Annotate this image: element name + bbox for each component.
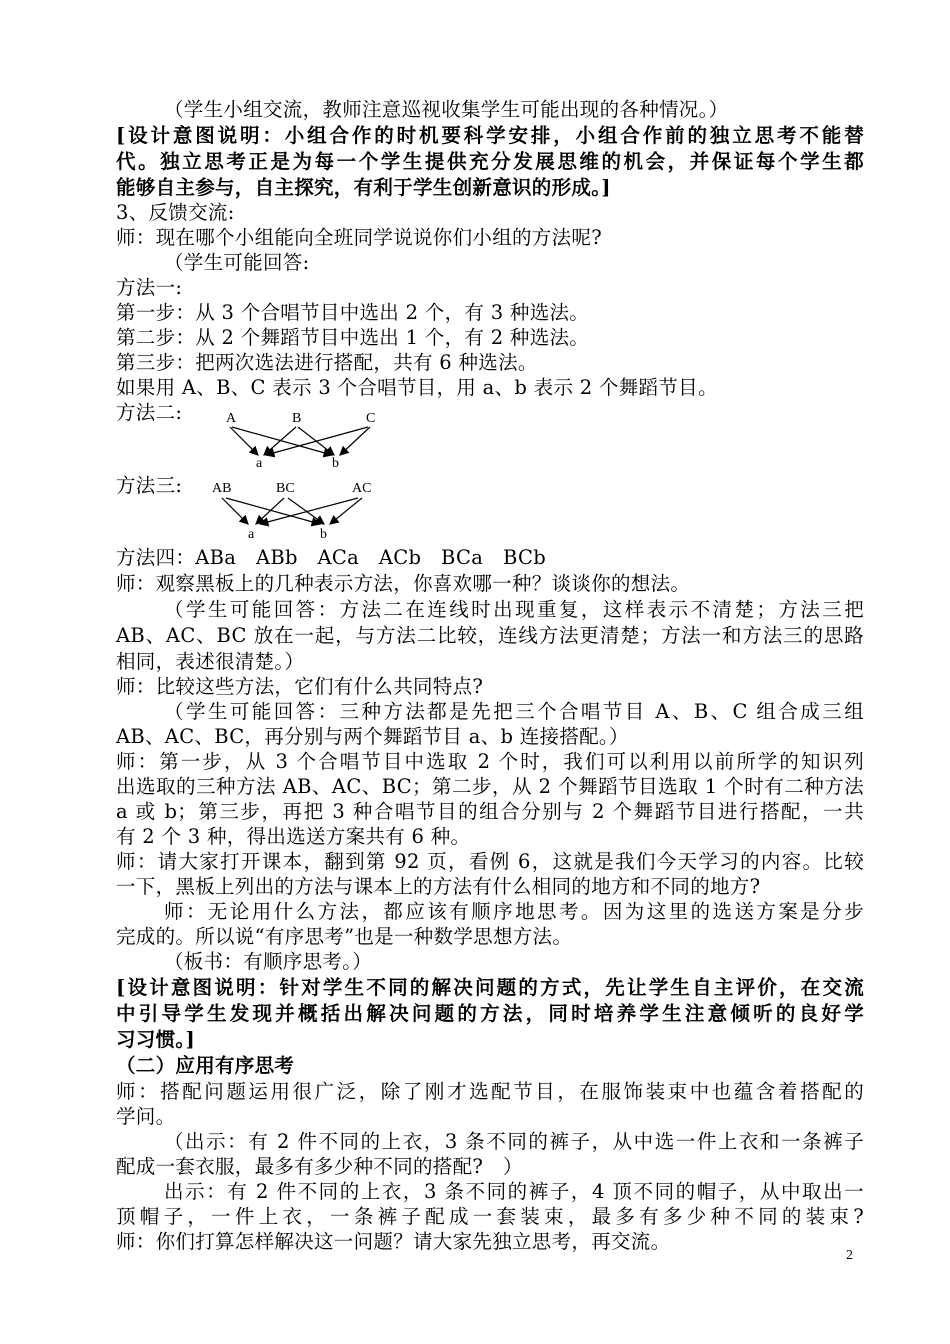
paragraph-line: 配成一套衣服，最多有多少种不同的搭配? ） [116,1155,523,1178]
paragraph-line: 一下，黑板上列出的方法与课本上的方法有什么相同的地方和不同的地方? [116,875,761,898]
paragraph-line: 第一步：从 3 个合唱节目中选出 2 个，有 3 种选法。 [116,301,590,324]
paragraph-line: 师：无论用什么方法，都应该有顺序地思考。因为这里的选送方案是分步 [164,900,864,923]
paragraph-line: 师：你们打算怎样解决这一问题？请大家先独立思考，再交流。 [116,1230,671,1253]
node-AC: AC [352,481,372,496]
node-a: a [248,527,255,542]
node-C: C [366,411,376,426]
paragraph-line: 出示：有 2 件不同的上衣，3 条不同的裤子，4 顶不同的帽子，从中取出一 [164,1180,864,1203]
page-number: 2 [846,1248,853,1263]
method-two-diagram [200,405,400,475]
design-intent-line: 能够自主参与，自主探究，有利于学生创新意识的形成。] [116,176,611,199]
arrow-AC-b [330,498,362,524]
paragraph-line: 第二步：从 2 个舞蹈节目中选出 1 个，有 2 种选法。 [116,326,590,349]
paragraph-line: （学生小组交流，教师注意巡视收集学生可能出现的各种情况。） [164,98,729,121]
node-a: a [256,456,263,471]
method-label: 方法一: [116,276,183,299]
node-A: A [226,411,237,426]
paragraph-line: 有 2 个 3 种，得出选送方案共有 6 种。 [116,825,471,848]
paragraph-line: 师：搭配问题运用很广泛，除了刚才选配节目，在服饰装束中也蕴含着搭配的 [116,1080,864,1103]
paragraph-line: 如果用 A、B、C 表示 3 个合唱节目，用 a、b 表示 2 个舞蹈节目。 [116,376,718,399]
paragraph-line: 师：观察黑板上的几种表示方法，你喜欢哪一种？谈谈你的想法。 [116,572,691,595]
paragraph-line: 第三步：把两次选法进行搭配，共有 6 种选法。 [116,351,538,374]
paragraph-line: （学生可能回答：方法二在连线时出现重复，这样表示不清楚；方法三把 [164,598,864,621]
arrow-AB-a [222,498,248,524]
paragraph-line: AB、AC、BC 放在一起，与方法二比较，连线方法更清楚；方法一和方法三的思路 [116,624,864,647]
paragraph-line: 出选取的三种方法 AB、AC、BC；第二步，从 2 个舞蹈节目选取 1 个时有二种方法 [116,775,864,798]
node-b: b [332,456,339,471]
paragraph-line: 师：请大家打开课本，翻到第 92 页，看例 6，这就是我们今天学习的内容。比较 [116,850,864,873]
section-heading: 3、反馈交流: [116,201,235,224]
arrow-A-a [230,427,258,455]
method-three-diagram [200,478,400,544]
paragraph-line: 师：第一步，从 3 个合唱节目中选取 2 个时，我们可以利用以前所学的知识列 [116,750,864,773]
design-intent-line: 代。独立思考正是为每一个学生提供充分发展思维的机会，并保证每个学生都 [116,150,864,173]
paragraph-line: 师：现在哪个小组能向全班同学说说你们小组的方法呢? [116,226,602,249]
paragraph-line: 师：比较这些方法，它们有什么共同特点? [116,675,484,698]
paragraph-line: 完成的。所以说“有序思考”也是一种数学思想方法。 [116,925,573,948]
design-intent-line: 习习惯。] [116,1028,195,1051]
paragraph-line: （学生可能回答：三种方法都是先把三个合唱节目 A、B、C 组合成三组 [164,700,864,723]
method-label: 方法二: [116,401,183,424]
design-intent-line: [设计意图说明：小组合作的时机要科学安排，小组合作前的独立思考不能替 [116,124,864,147]
node-b: b [320,527,327,542]
paragraph-line: 学问。 [116,1105,176,1128]
paragraph-line: （出示：有 2 件不同的上衣，3 条不同的裤子，从中选一件上衣和一条裤子 [164,1130,864,1153]
paragraph-line: 相同，表述很清楚。） [116,650,305,673]
paragraph-line: （学生可能回答: [164,251,310,274]
arrow-C-b [340,427,370,455]
board-writing-note: （板书：有顺序思考。） [164,950,373,973]
node-B: B [292,411,302,426]
paragraph-line: 方法四：ABa ABb ACa ACb BCa BCb [116,546,546,569]
node-AB: AB [212,481,232,496]
arrow-BC-a [256,498,284,524]
paragraph-line: AB、AC、BC，再分别与两个舞蹈节目 a、b 连接搭配。） [116,725,629,748]
design-intent-line: [设计意图说明：针对学生不同的解决问题的方式，先让学生自主评价，在交流 [116,976,864,999]
design-intent-line: 中引导学生发现并概括出解决问题的方法，同时培养学生注意倾听的良好学 [116,1002,864,1025]
node-BC: BC [276,481,295,496]
paragraph-line: 顶帽子，一件上衣，一条裤子配成一套装束，最多有多少种不同的装束? [116,1205,864,1228]
section-heading: （二）应用有序思考 [116,1054,295,1077]
paragraph-line: a 或 b；第三步，再把 3 种合唱节目的组合分别与 2 个舞蹈节目进行搭配，一共 [116,800,864,823]
method-label: 方法三: [116,474,183,497]
